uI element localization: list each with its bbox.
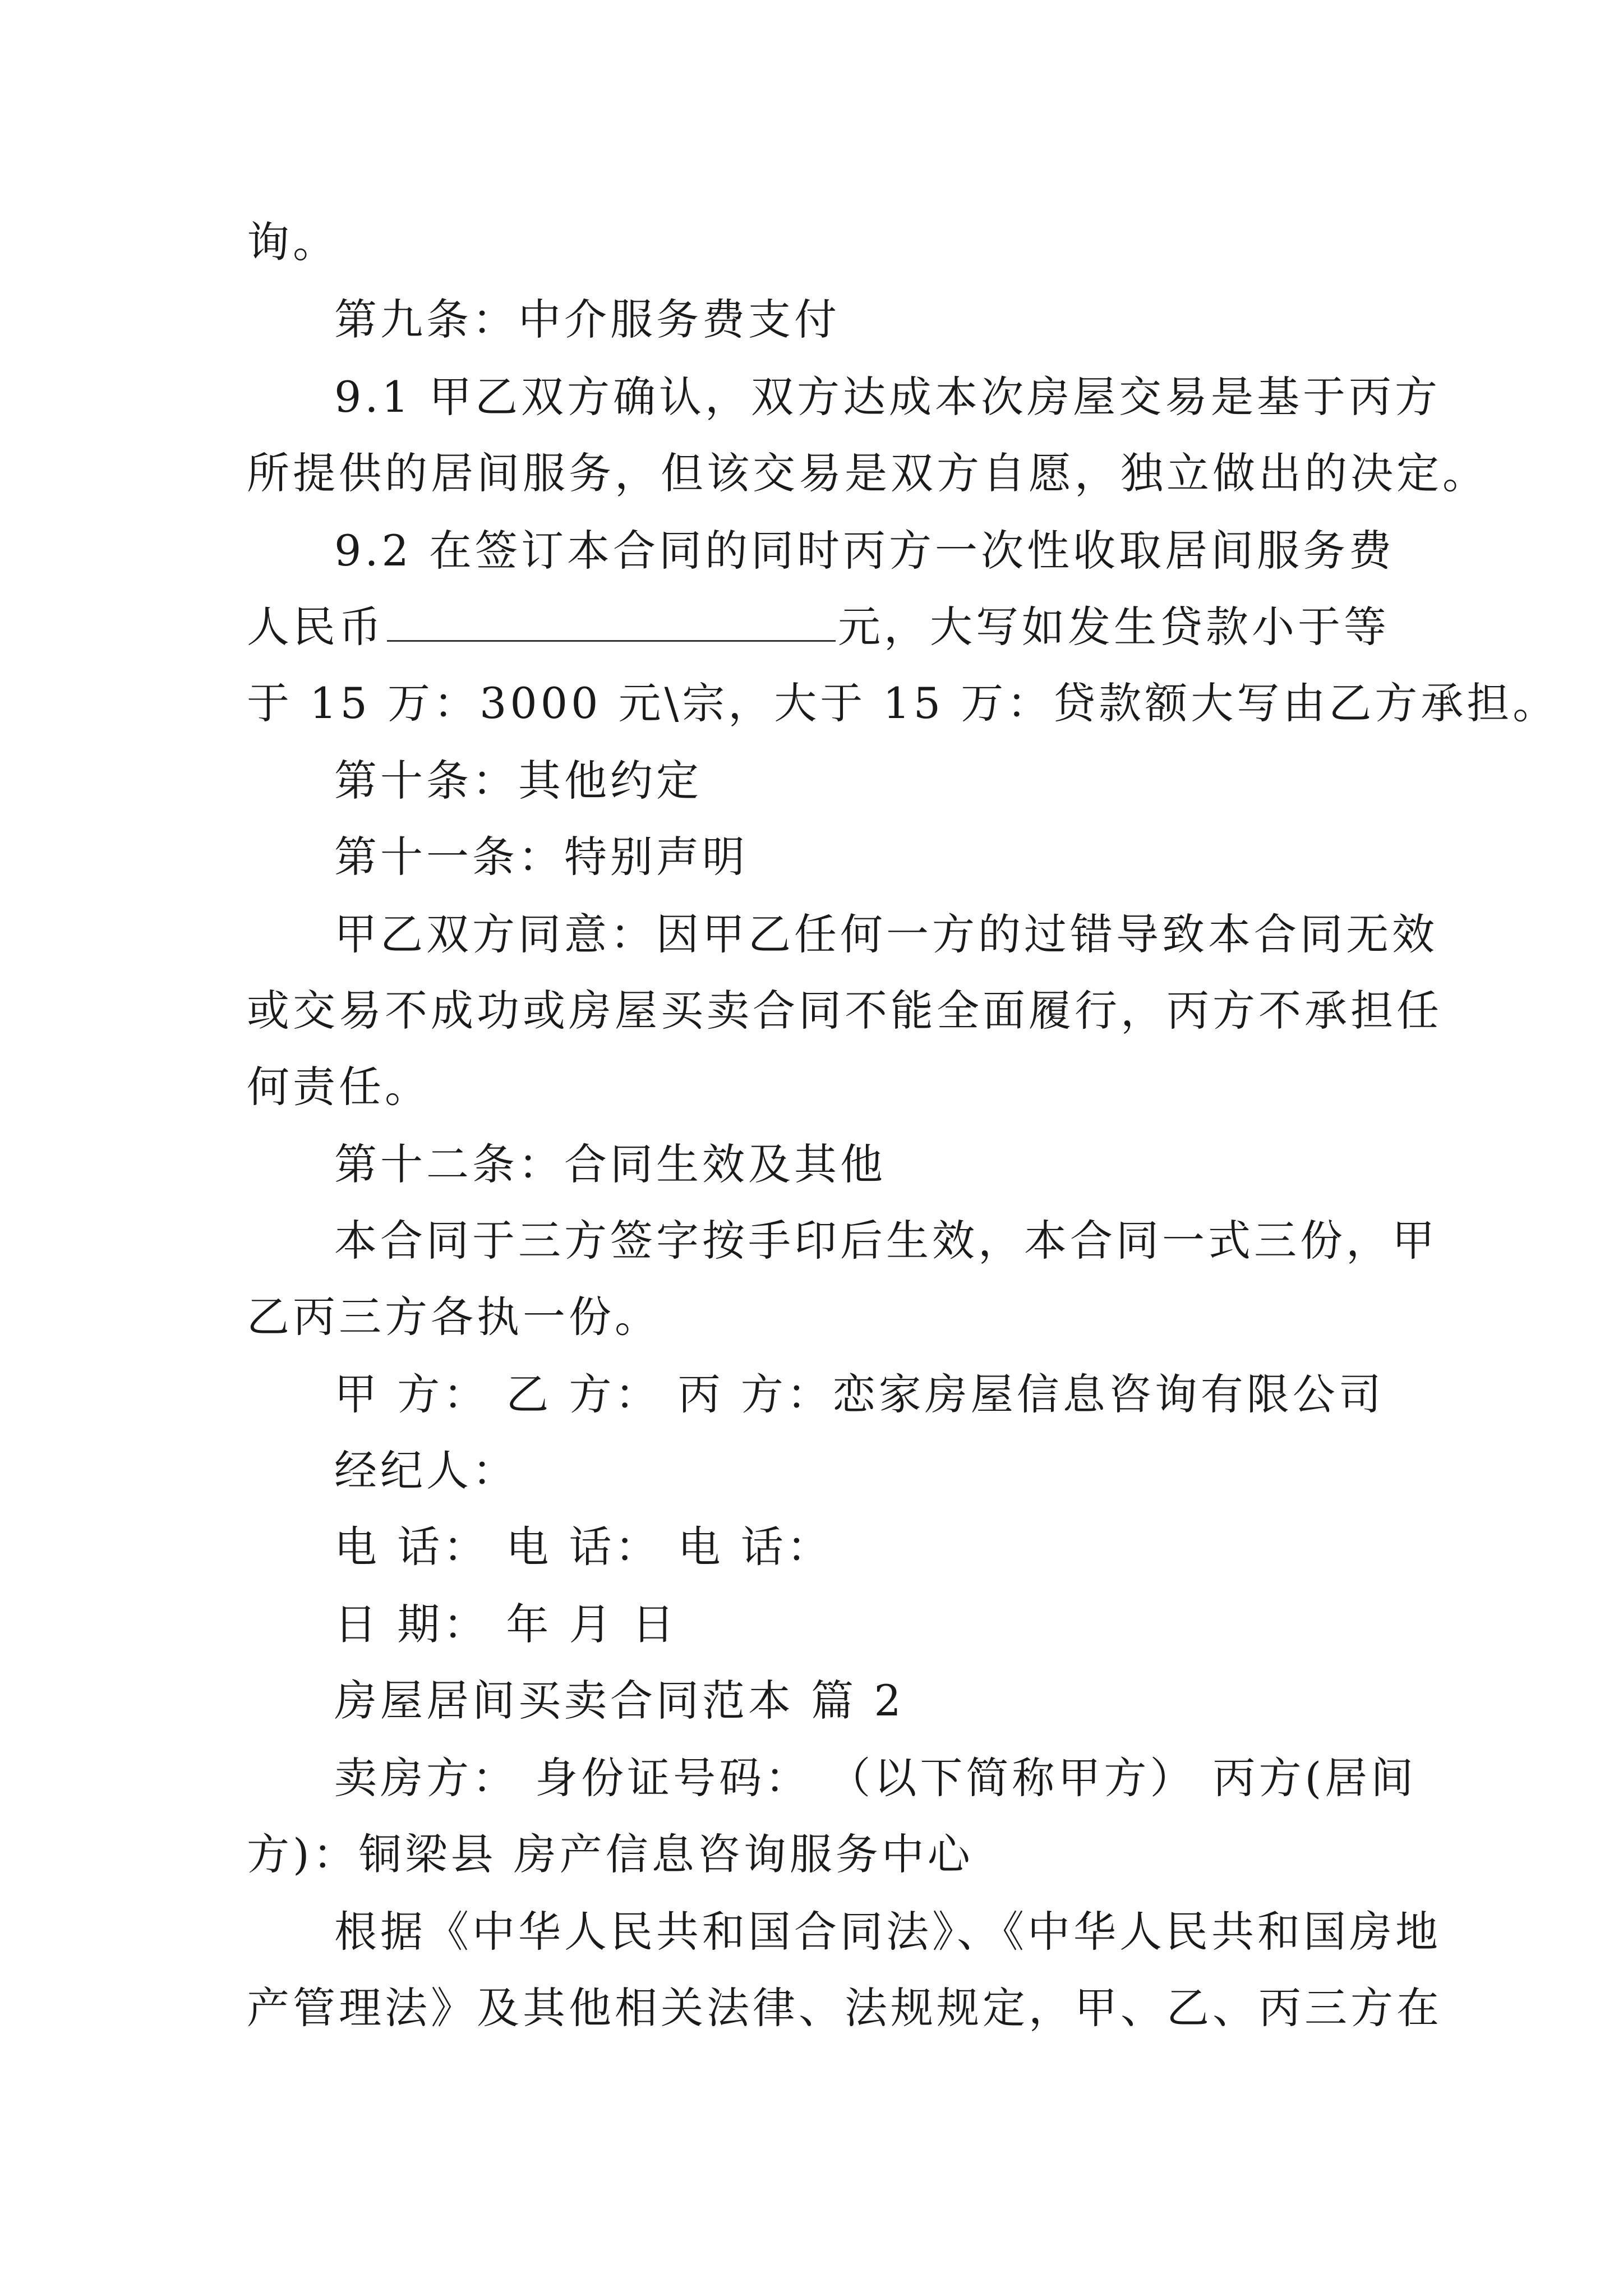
text-line: 询。 bbox=[247, 217, 339, 267]
text-line: 所提供的居间服务，但该交易是双方自愿，独立做出的决定。 bbox=[247, 448, 1488, 498]
fill-in-blank bbox=[387, 606, 836, 642]
signature-line: 电 话： 电 话： 电 话： bbox=[334, 1522, 833, 1572]
text-line: 或交易不成功或房屋买卖合同不能全面履行，丙方不承担任 bbox=[247, 986, 1442, 1036]
signature-line: 甲 方： 乙 方： 丙 方：恋家房屋信息咨询有限公司 bbox=[334, 1369, 1385, 1419]
text-line: 根据《中华人民共和国合同法》、《中华人民共和国房地 bbox=[334, 1907, 1441, 1957]
section-heading: 第十二条：合同生效及其他 bbox=[334, 1139, 886, 1189]
text-line: 本合同于三方签字按手印后生效，本合同一式三份，甲 bbox=[334, 1216, 1438, 1266]
text-line: 卖房方： 身份证号码： （以下简称甲方） 丙方(居间 bbox=[334, 1753, 1417, 1803]
signature-line: 日 期： 年 月 日 bbox=[334, 1599, 678, 1649]
text-line: 产管理法》及其他相关法律、法规规定，甲、乙、丙三方在 bbox=[247, 1983, 1442, 2033]
section-heading: 第九条：中介服务费支付 bbox=[334, 295, 840, 344]
section-heading: 第十条：其他约定 bbox=[334, 756, 702, 806]
text-line: 何责任。 bbox=[247, 1062, 431, 1112]
text-line-with-blank bbox=[247, 599, 1390, 655]
text-line: 方)：铜梁县 房产信息咨询服务中心 bbox=[247, 1829, 974, 1879]
text-fragment: 元，大写如发生贷款小于等 bbox=[838, 602, 1390, 652]
signature-line: 经纪人： bbox=[334, 1446, 518, 1496]
text-line: 于 15 万：3000 元\宗，大于 15 万：贷款额大写由乙方承担。 bbox=[247, 678, 1559, 728]
document-title: 房屋居间买卖合同范本 篇 2 bbox=[334, 1676, 905, 1726]
text-line: 9.2 在签订本合同的同时丙方一次性收取居间服务费 bbox=[334, 526, 1395, 576]
text-line: 9.1 甲乙双方确认，双方达成本次房屋交易是基于丙方 bbox=[334, 372, 1441, 422]
text-line: 乙丙三方各执一份。 bbox=[247, 1292, 661, 1342]
section-heading: 第十一条：特别声明 bbox=[334, 832, 748, 882]
text-fragment: 人民币 bbox=[247, 602, 385, 652]
text-line: 甲乙双方同意：因甲乙任何一方的过错导致本合同无效 bbox=[334, 909, 1438, 959]
